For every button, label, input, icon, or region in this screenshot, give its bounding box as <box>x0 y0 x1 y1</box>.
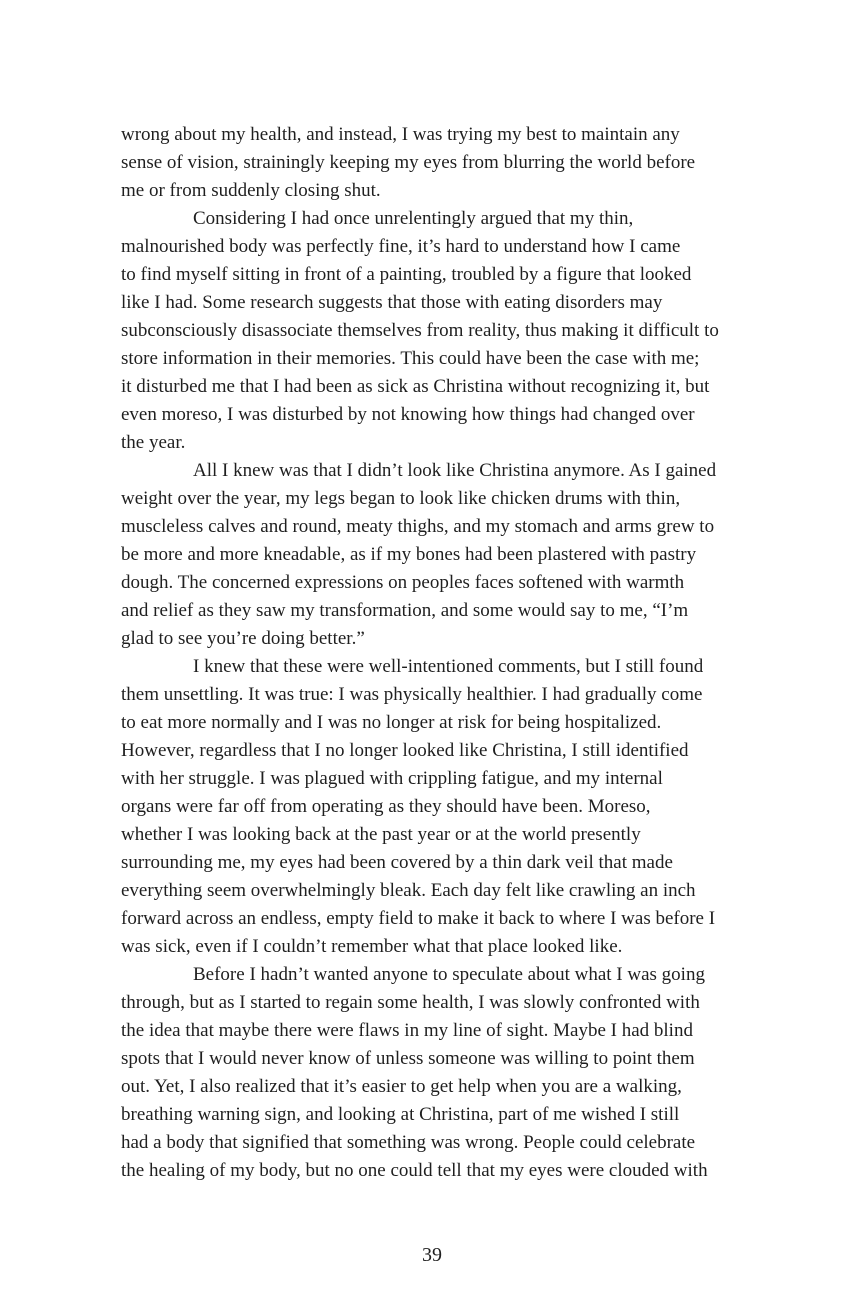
paragraph <box>121 961 745 1185</box>
text-line: forward across an endless, empty field to make it back to where I was before I <box>121 908 716 929</box>
text-line: store information in their memories. This could have been the case with me; <box>121 348 700 369</box>
text-line: dough. The concerned expressions on peoples faces softened with warmth <box>121 572 685 593</box>
text-line: like I had. Some research suggests that those with eating disorders may <box>121 292 663 313</box>
text-line: whether I was looking back at the past year or at the world presently <box>121 824 641 845</box>
paragraph <box>121 653 745 961</box>
text-line: sense of vision, strainingly keeping my eyes from blurring the world before <box>121 152 696 173</box>
text-line: glad to see you’re doing better.” <box>121 628 365 649</box>
text-line: However, regardless that I no longer looked like Christina, I still identified <box>121 740 689 761</box>
text-line: with her struggle. I was plagued with crippling fatigue, and my internal <box>121 768 663 789</box>
text-line: them unsettling. It was true: I was physically healthier. I had gradually come <box>121 684 703 705</box>
text-line: the healing of my body, but no one could tell that my eyes were clouded with <box>121 1160 708 1181</box>
text-line: through, but as I started to regain some health, I was slowly confronted with <box>121 992 700 1013</box>
text-line: malnourished body was perfectly fine, it’s hard to understand how I came <box>121 236 681 257</box>
text-line: breathing warning sign, and looking at Christina, part of me wished I still <box>121 1104 680 1125</box>
page-number: 39 <box>422 1244 442 1266</box>
text-line: had a body that signified that something was wrong. People could celebrate <box>121 1132 696 1153</box>
text-line: I knew that these were well-intentioned comments, but I still found <box>193 656 704 677</box>
text-line: to eat more normally and I was no longer at risk for being hospitalized. <box>121 712 662 733</box>
text-line: surrounding me, my eyes had been covered by a thin dark veil that made <box>121 852 673 873</box>
text-line: me or from suddenly closing shut. <box>121 180 381 201</box>
text-line: wrong about my health, and instead, I was trying my best to maintain any <box>121 124 680 145</box>
text-line: Considering I had once unrelentingly argued that my thin, <box>193 208 634 229</box>
text-line: even moreso, I was disturbed by not knowing how things had changed over <box>121 404 695 425</box>
text-line: spots that I would never know of unless someone was willing to point them <box>121 1048 695 1069</box>
text-line: the year. <box>121 432 186 453</box>
text-line: weight over the year, my legs began to look like chicken drums with thin, <box>121 488 681 509</box>
text-line: subconsciously disassociate themselves from reality, thus making it difficult to <box>121 320 719 341</box>
text-line: out. Yet, I also realized that it’s easier to get help when you are a walking, <box>121 1076 682 1097</box>
text-line: and relief as they saw my transformation, and some would say to me, “I’m <box>121 600 689 621</box>
paragraph <box>121 121 745 205</box>
text-line: Before I hadn’t wanted anyone to speculate about what I was going <box>193 964 705 985</box>
text-line: muscleless calves and round, meaty thighs, and my stomach and arms grew to <box>121 516 715 537</box>
text-line: it disturbed me that I had been as sick as Christina without recognizing it, but <box>121 376 710 397</box>
text-line: the idea that maybe there were flaws in my line of sight. Maybe I had blind <box>121 1020 693 1041</box>
text-line: was sick, even if I couldn’t remember what that place looked like. <box>121 936 623 957</box>
text-line: organs were far off from operating as they should have been. Moreso, <box>121 796 651 817</box>
paragraph <box>121 457 745 653</box>
text-line: everything seem overwhelmingly bleak. Each day felt like crawling an inch <box>121 880 696 901</box>
text-line: be more and more kneadable, as if my bones had been plastered with pastry <box>121 544 697 565</box>
text-line: All I knew was that I didn’t look like Christina anymore. As I gained <box>193 460 717 481</box>
paragraph <box>121 205 745 457</box>
body-text <box>121 121 745 1185</box>
text-line: to find myself sitting in front of a painting, troubled by a figure that looked <box>121 264 692 285</box>
